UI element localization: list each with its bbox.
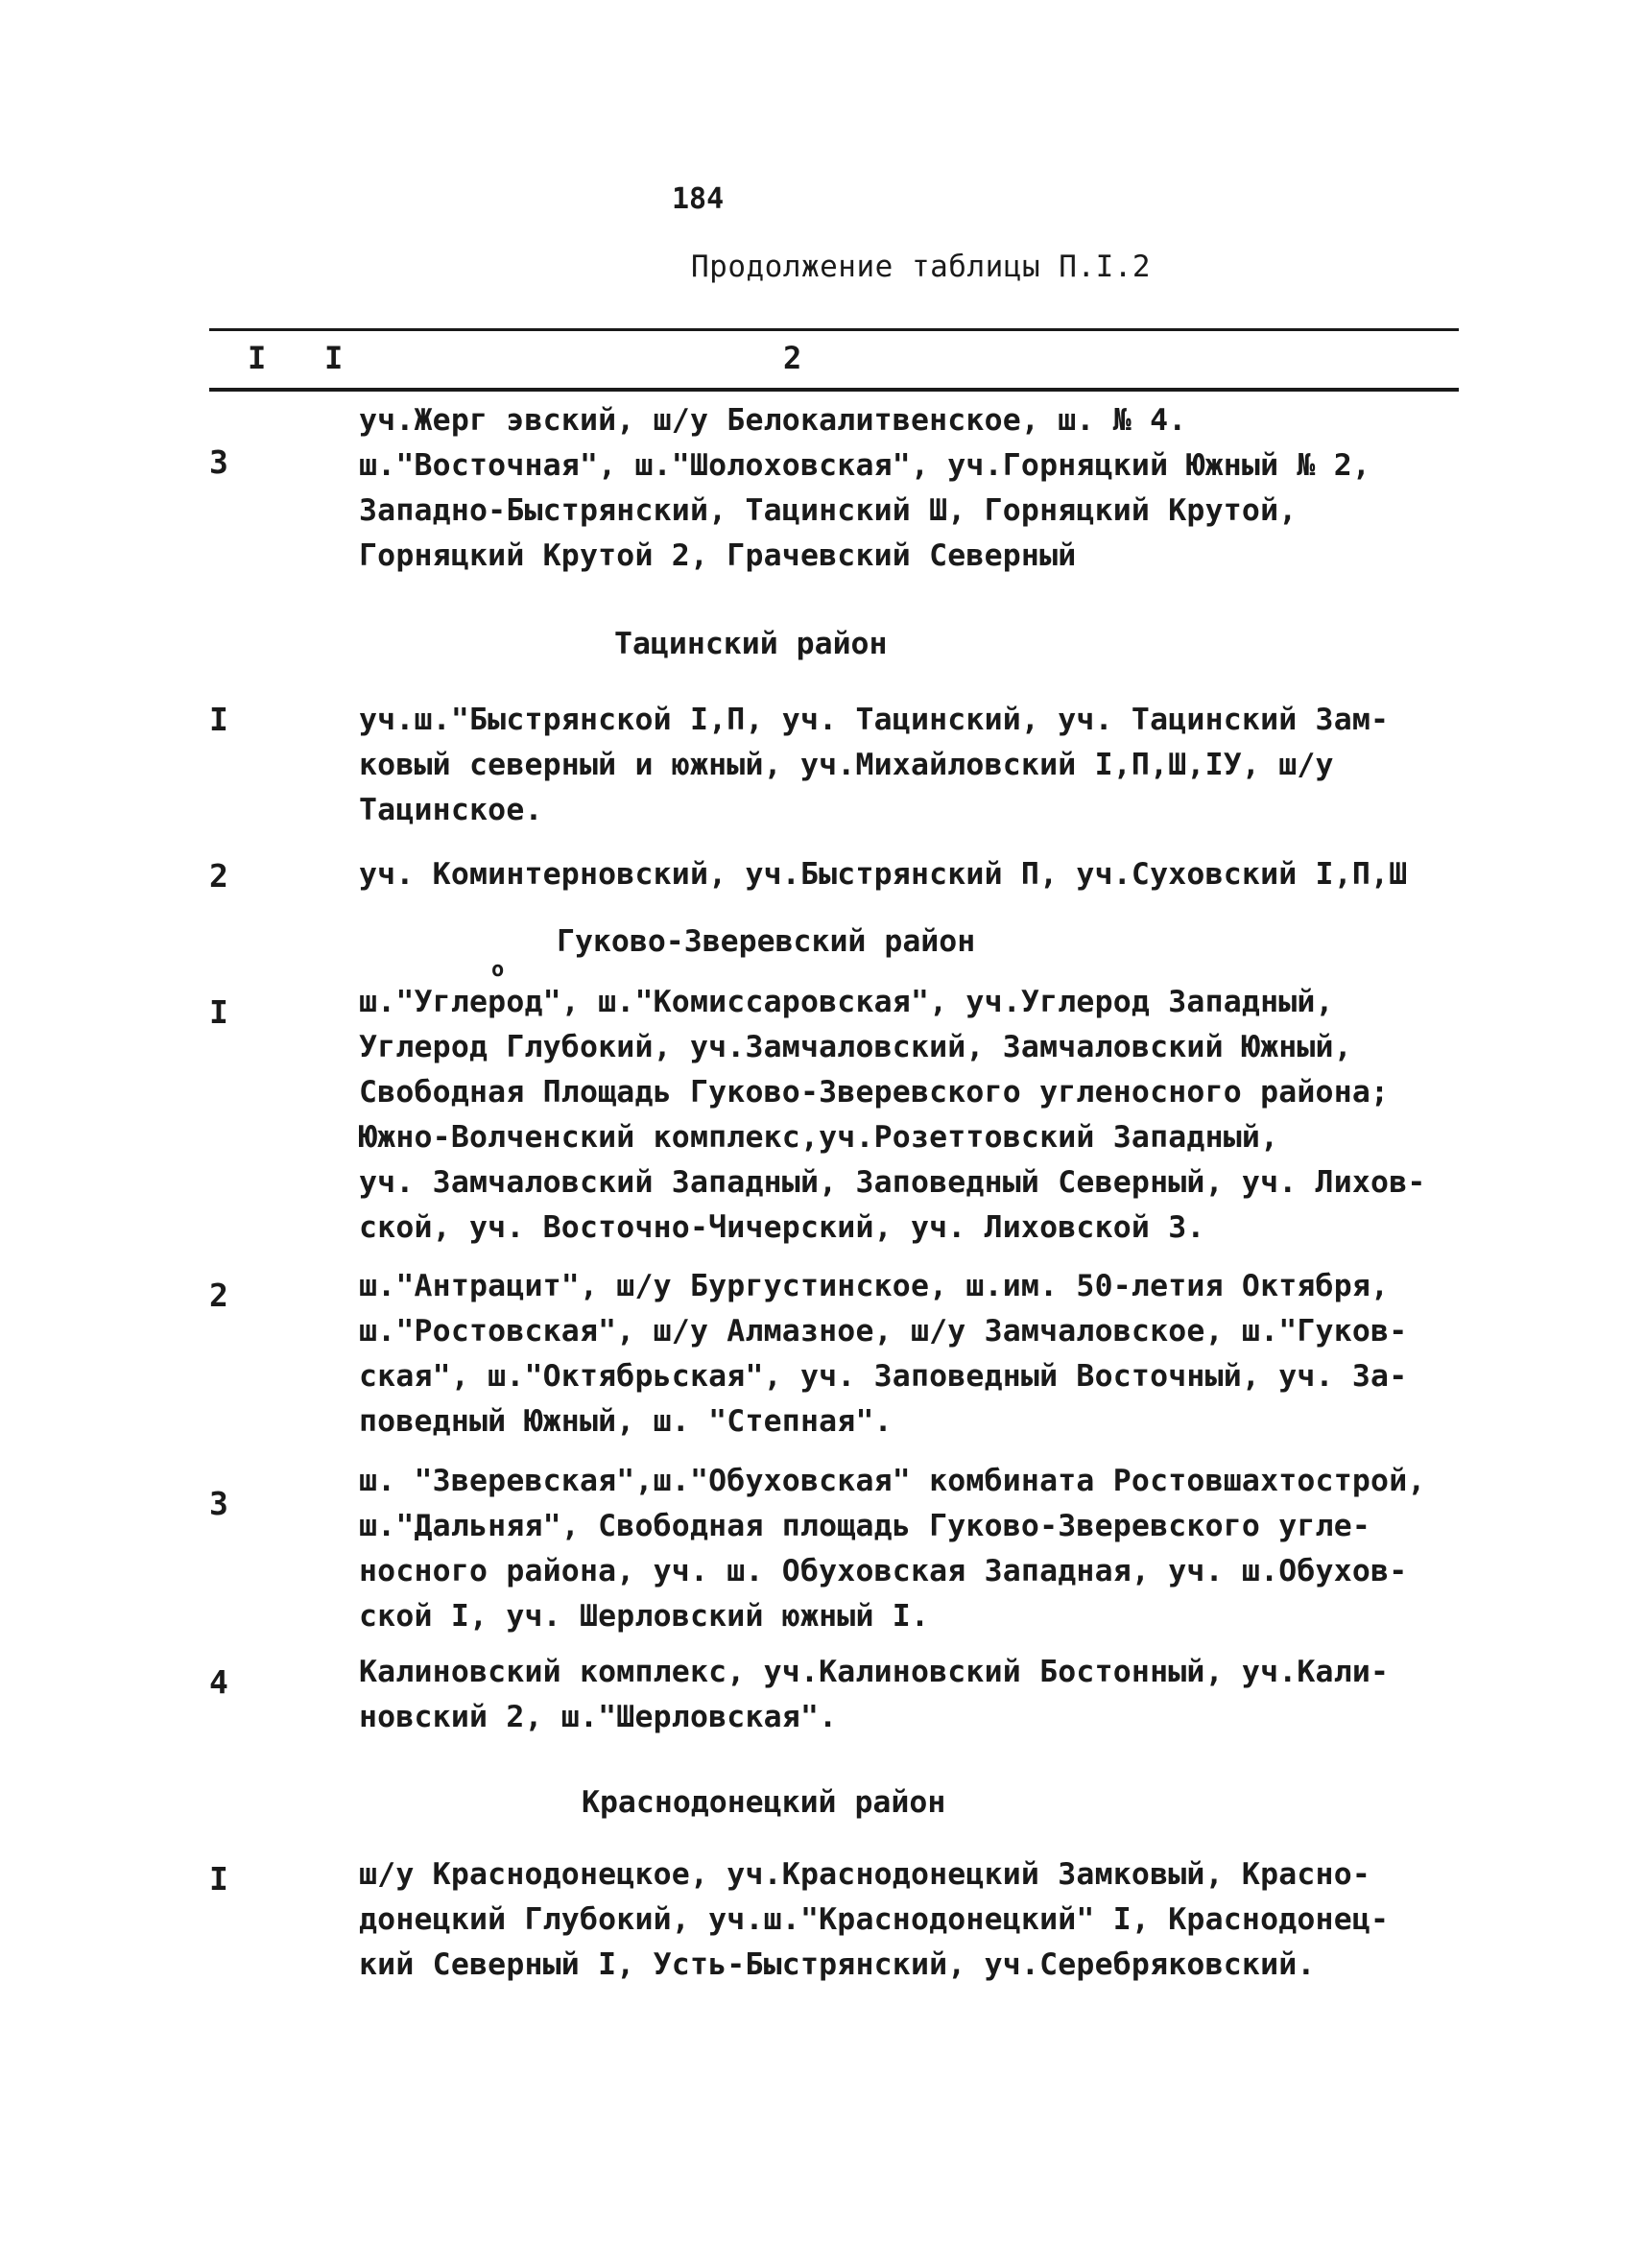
row-number: 2 <box>209 1277 228 1314</box>
text-line: уч.Жерг эвский, ш/у Белокалитвенское, ш. № 4. <box>359 403 1187 438</box>
text-line: ш."Антрацит", ш/у Бургустинское, ш.им. 50-летия Октября, <box>359 1269 1390 1303</box>
text-line: ская", ш."Октябрьская", уч. Заповедный Восточный, уч. За- <box>359 1359 1408 1394</box>
text-line: Горняцкий Крутой 2, Грачевский Северный <box>359 538 1077 573</box>
row-text <box>359 980 1426 1251</box>
text-line: ш. "Зверевская",ш."Обуховская" комбината Ростовшахтострой, <box>359 1464 1426 1498</box>
table-header-top-rule <box>209 328 1459 331</box>
text-line: ской, уч. Восточно-Чичерский, уч. Лиховской 3. <box>359 1210 1205 1245</box>
text-line: Тацинское. <box>359 793 543 827</box>
page-number: 184 <box>672 182 725 216</box>
row-number: 4 <box>209 1663 228 1701</box>
text-line: ш."Дальняя", Свободная площадь Гуково-Зверевского угле- <box>359 1509 1371 1543</box>
text-line: носного района, уч. ш. Обуховская Западная, уч. ш.Обухов- <box>359 1554 1408 1588</box>
text-line: ш."Ростовская", ш/у Алмазное, ш/у Замчаловское, ш."Гуков- <box>359 1314 1408 1349</box>
text-line: ковый северный и южный, уч.Михайловский I,П,Ш,IУ, ш/у <box>359 748 1334 782</box>
text-line: ш."Углерод", ш."Комиссаровская", уч.Углерод Западный, <box>359 985 1334 1019</box>
text-line: ш."Восточная", ш."Шолоховская", уч.Горняцкий Южный № 2, <box>359 448 1371 483</box>
row-number: 3 <box>209 1485 228 1522</box>
row-number: 2 <box>209 857 228 895</box>
text-line: Калиновский комплекс, уч.Калиновский Бостонный, уч.Кали- <box>359 1655 1390 1689</box>
table-continuation-title: Продолжение таблицы П.I.2 <box>691 250 1152 284</box>
row-number: I <box>209 993 228 1031</box>
row-text <box>359 1650 1389 1740</box>
text-line: новский 2, ш."Шерловская". <box>359 1700 838 1734</box>
text-line: поведный Южный, ш. "Степная". <box>359 1404 893 1439</box>
text-line: Южно-Волченский комплекс,уч.Розеттовский Западный, <box>359 1120 1279 1155</box>
text-line: Свободная Площадь Гуково-Зверевского угленосного района; <box>359 1075 1390 1110</box>
row-number: I <box>209 701 228 738</box>
row-number: I <box>209 1860 228 1898</box>
row-text <box>359 398 1370 579</box>
text-line: уч. Коминтерновский, уч.Быстрянский П, уч.Суховский I,П,Ш <box>359 857 1408 892</box>
row-text <box>359 698 1389 833</box>
text-line: уч.ш."Быстрянской I,П, уч. Тацинский, уч. Тацинский Зам- <box>359 703 1390 737</box>
table-header-bottom-rule <box>209 388 1459 392</box>
column-separator: I <box>324 340 344 376</box>
row-text <box>359 1264 1407 1444</box>
text-line: ш/у Краснодонецкое, уч.Краснодонецкий Замковый, Красно- <box>359 1857 1371 1892</box>
district-heading: Гуково-Зверевский район <box>557 924 976 959</box>
row-text <box>359 852 1407 897</box>
text-line: кий Северный I, Усть-Быстрянский, уч.Серебряковский. <box>359 1947 1316 1982</box>
text-line: уч. Замчаловский Западный, Заповедный Северный, уч. Лихов- <box>359 1165 1426 1200</box>
column-header-1: I <box>248 340 267 376</box>
stray-mark: о <box>491 958 505 982</box>
text-line: донецкий Глубокий, уч.ш."Краснодонецкий" I, Краснодонец- <box>359 1902 1390 1937</box>
text-line: Западно-Быстрянский, Тацинский Ш, Горняцкий Крутой, <box>359 493 1298 528</box>
column-header-2: 2 <box>783 340 802 376</box>
row-text <box>359 1459 1426 1639</box>
text-line: ской I, уч. Шерловский южный I. <box>359 1599 930 1634</box>
row-text <box>359 1852 1389 1988</box>
row-number: 3 <box>209 443 228 481</box>
text-line: Углерод Глубокий, уч.Замчаловский, Замчаловский Южный, <box>359 1030 1352 1064</box>
district-heading: Краснодонецкий район <box>582 1785 946 1820</box>
district-heading: Тацинский район <box>614 627 888 661</box>
